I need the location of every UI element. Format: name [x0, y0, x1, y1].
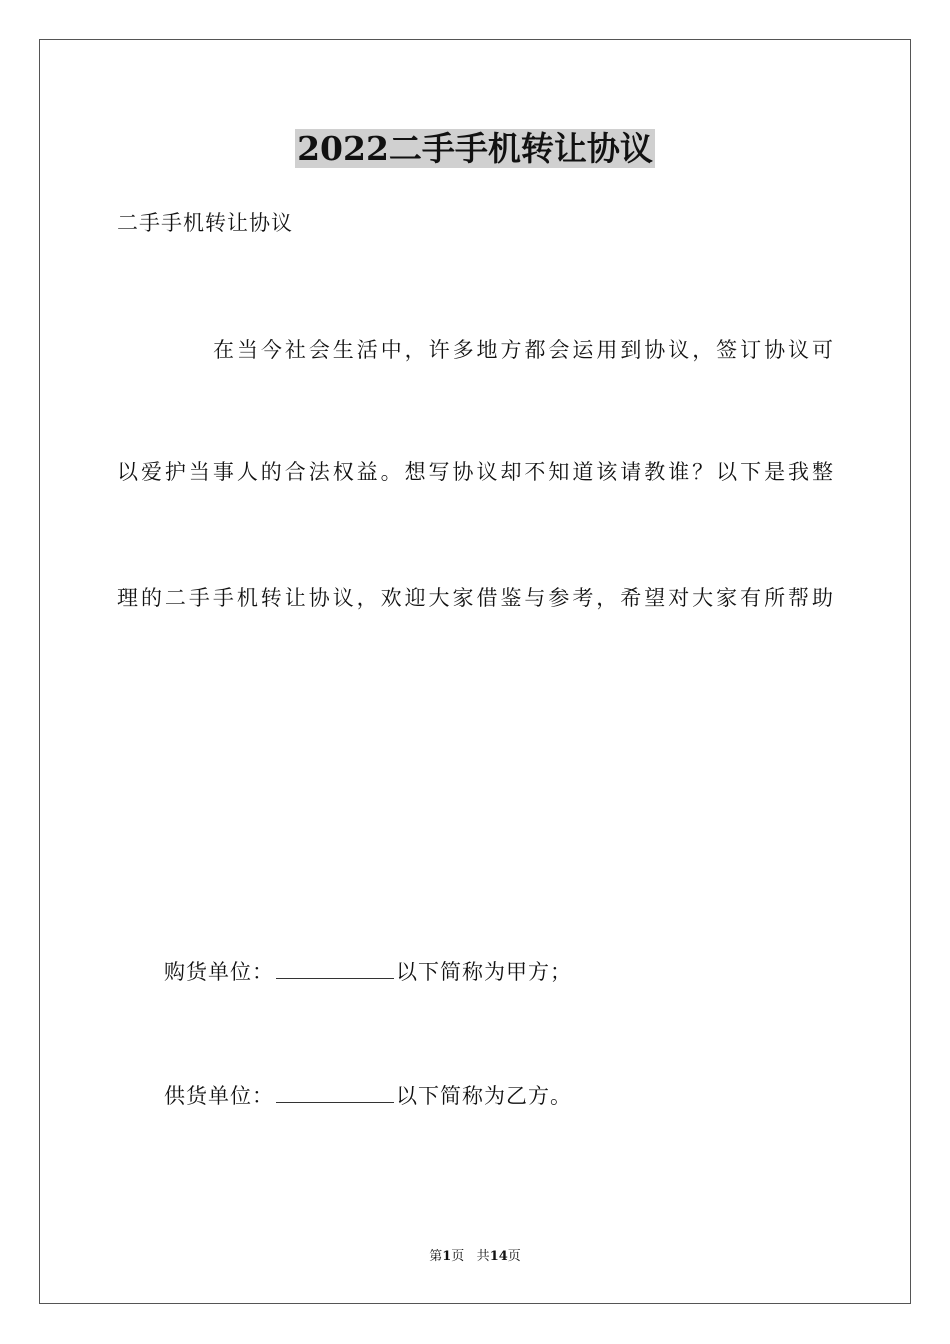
document-title	[0, 124, 950, 174]
footer-page-unit: 页	[451, 1249, 465, 1264]
footer-total-unit: 页	[507, 1249, 521, 1264]
document-title-text: 2022二手手机转让协议	[297, 129, 653, 168]
intro-line-3: 理的二手手机转让协议，欢迎大家借鉴与参考，希望对大家有所帮助	[117, 586, 833, 610]
supplier-suffix: 以下简称为乙方。	[396, 1084, 572, 1108]
buyer-blank-field	[276, 960, 394, 979]
page-footer	[0, 1247, 950, 1267]
supplier-line	[164, 1081, 572, 1111]
footer-total-pages: 14	[489, 1249, 508, 1264]
supplier-label: 供货单位：	[164, 1084, 274, 1108]
intro-line-1: 在当今社会生活中，许多地方都会运用到协议，签订协议可	[213, 338, 833, 362]
document-subtitle: 二手手机转让协议	[117, 211, 293, 235]
footer-total-prefix: 共	[476, 1249, 490, 1264]
buyer-suffix: 以下简称为甲方；	[396, 960, 572, 984]
supplier-blank-field	[276, 1084, 394, 1103]
footer-prefix: 第	[429, 1249, 443, 1264]
footer-page-number: 1	[442, 1249, 452, 1264]
buyer-label: 购货单位：	[164, 960, 274, 984]
buyer-line	[164, 957, 572, 987]
intro-line-2: 以爱护当事人的合法权益。想写协议却不知道该请教谁？以下是我整	[117, 460, 833, 484]
